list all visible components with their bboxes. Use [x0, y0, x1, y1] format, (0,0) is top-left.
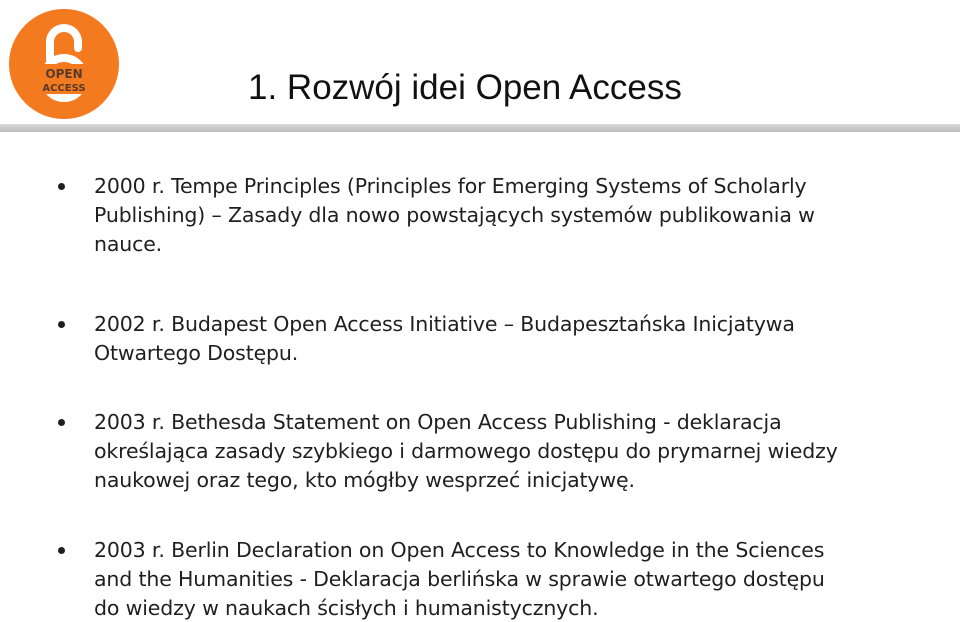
bullet-line: określająca zasady szybkiego i darmowego dostępu do prymarnej wiedzy [94, 439, 838, 463]
bullet-line: nauce. [94, 232, 163, 256]
open-access-logo-icon [8, 8, 120, 120]
logo-text-access: ACCESS [42, 83, 86, 94]
bullet-line: Publishing) – Zasady dla nowo powstających systemów publikowania w [94, 203, 815, 227]
bullet-line: and the Humanities - Deklaracja berlińska w sprawie otwartego dostępu [94, 567, 825, 591]
bullet-line: Otwartego Dostępu. [94, 341, 299, 365]
bullet-line: 2000 r. Tempe Principles (Principles for Emerging Systems of Scholarly [94, 174, 807, 198]
bullet-dot-icon [58, 419, 65, 426]
title-divider [0, 124, 960, 132]
bullet-line: 2003 r. Berlin Declaration on Open Access to Knowledge in the Sciences [94, 538, 825, 562]
bullet-line: do wiedzy w naukach ścisłych i humanistycznych. [94, 596, 599, 620]
bullet-dot-icon [58, 183, 65, 190]
bullet-line: 2002 r. Budapest Open Access Initiative – Budapesztańska Inicjatywa [94, 312, 795, 336]
bullet-dot-icon [58, 321, 65, 328]
bullet-dot-icon [58, 547, 65, 554]
logo-text-open: OPEN [45, 67, 83, 81]
bullet-item-berlin [94, 536, 894, 622]
bullet-item-tempe [94, 172, 894, 259]
bullet-item-budapest [94, 310, 894, 368]
slide-title: 1. Rozwój idei Open Access [248, 68, 682, 107]
bullet-line: 2003 r. Bethesda Statement on Open Access Publishing - deklaracja [94, 410, 782, 434]
bullet-item-bethesda [94, 408, 894, 495]
open-access-logo [8, 8, 120, 120]
bullet-line: naukowej oraz tego, kto mógłby wesprzeć inicjatywę. [94, 468, 635, 492]
